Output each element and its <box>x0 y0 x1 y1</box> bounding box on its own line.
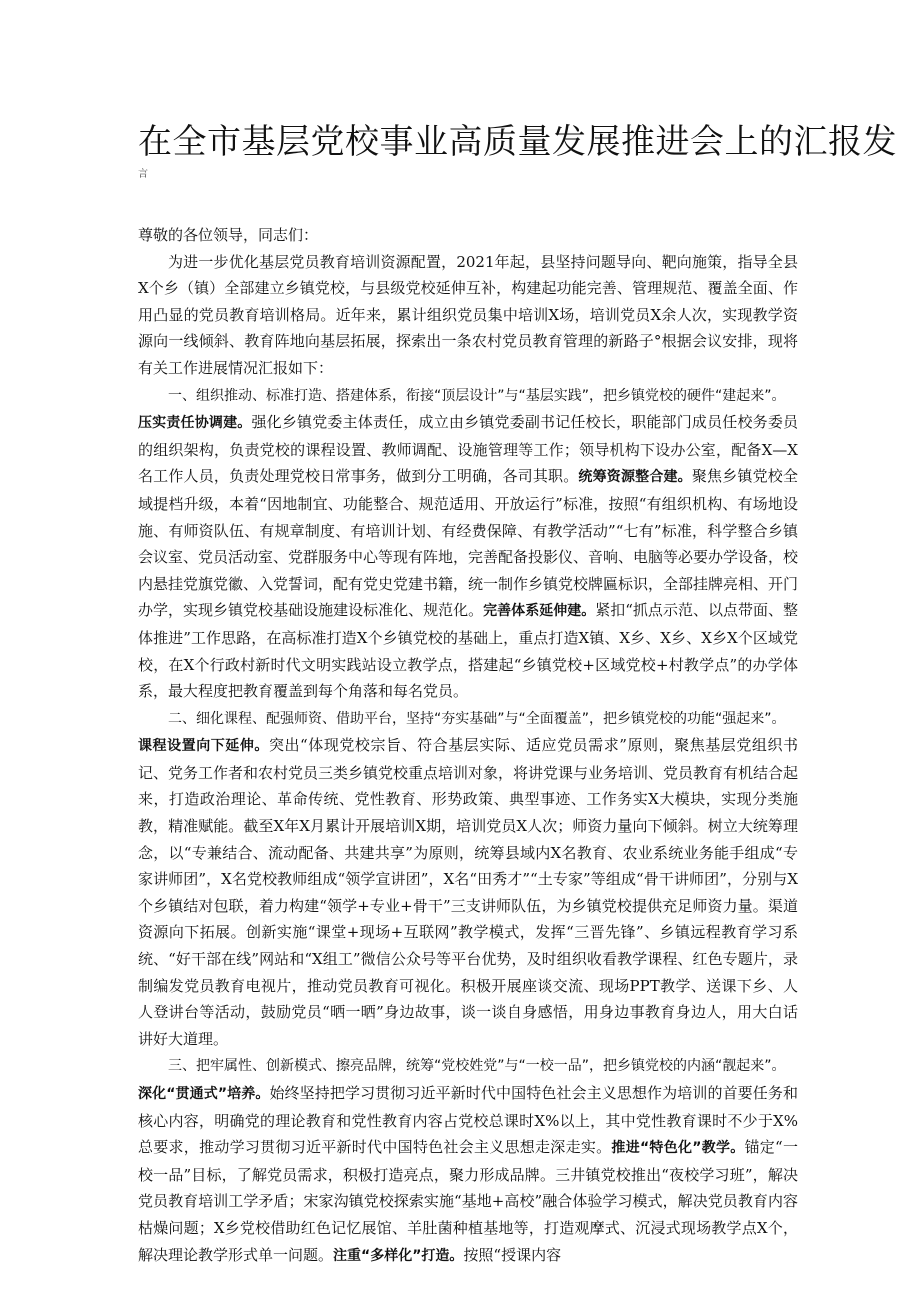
section-heading: 二、细化课程、配强师资、借助平台，坚持“夯实基础”与“全面覆盖”，把乡镇党校的功能“强起来”。 <box>168 710 786 727</box>
document-body <box>138 222 798 1269</box>
section-1-body <box>138 409 798 705</box>
section-3-body <box>138 1080 798 1269</box>
lead-phrase: 课程设置向下延伸。 <box>138 738 269 755</box>
greeting: 尊敬的各位领导，同志们： <box>138 226 319 244</box>
document-title-tail: 言 <box>138 169 148 180</box>
intro-paragraph: 为进一步优化基层党员教育培训资源配置，2021年起，县坚持问题导向、靶向施策，指导全县X个乡（镇）全部建立乡镇党校，与县级党校延伸互补，构建起功能完善、管理规范、覆盖全面、作用凸显的党员教育培训格局。近年来，累计组织党员集中培训X场，培训党员X余人次，实现教学资源向一线倾斜、教育阵地向基层拓展，探索出一条农村党员教育管理的新路子°根据会议安排，现将有关工作进展情况汇报如下： <box>138 252 798 377</box>
section-heading: 一、组织推动、标准打造、搭建体系，衔接“顶层设计”与“基层实践”，把乡镇党校的硬件“建起来”。 <box>168 387 786 404</box>
section-heading: 三、把牢属性、创新模式、擦亮品牌，统筹“党校姓党”与“一校一品”，把乡镇党校的内涵“靓起来”。 <box>168 1058 786 1075</box>
section-3-heading <box>138 1052 798 1080</box>
document-title: 在全市基层党校事业高质量发展推进会上的汇报发 <box>138 122 897 162</box>
paragraph-text: 按照“授课内容 <box>463 1245 562 1264</box>
lead-phrase: 推进“特色化”教学。 <box>611 1140 745 1157</box>
lead-phrase: 注重“多样化”打造。 <box>333 1247 464 1264</box>
paragraph-text: 紧扣“抓点示范、以点带面、整体推进”工作思路，在高标准打造X个乡镇党校的基础上，重点打造X镇、X乡、X乡、X乡X个区域党校，在X个行政村新时代文明实践站设立教学点，搭建起“乡镇党校+区域党校+村教学点”的办学体系，最大程度把教育覆盖到每个角落和每名党员。 <box>138 601 798 701</box>
paragraph-text: 始终坚持把学习贯彻习近平新时代中国特色社会主义思想作为培训的首要任务和核心内容，明确党的理论教育和党性教育内容占党校总课时X%以上，其中党性教育课时不少于X%总要求，推动学习贯彻习近平新时代中国特色社会主义思想走深走实。 <box>138 1084 798 1157</box>
lead-phrase: 深化“贯通式”培养。 <box>138 1086 270 1102</box>
lead-phrase: 完善体系延伸建。 <box>483 603 596 620</box>
paragraph-text: 突出“体现党校宗旨、符合基层实际、适应党员需求”原则，聚焦基层党组织书记、党务工作者和农村党员三类乡镇党校重点培训对象，将讲党课与业务培训、党员教育有机结合起来，打造政治理论、革命传统、党性教育、形势政策、典型事迹、工作务实X大模块，实现分类施教，精准赋能。截至X年X月累计开展培训X期，培训党员X人次；师资力量向下倾斜。树立大统筹理念，以“专兼结合、流动配备、共建共享”为原则，统筹县域内X名教育、农业系统业务能手组成“专家讲师团”，X名党校教师组成“领学宣讲团”，X名“田秀才”“土专家”等组成“骨干讲师团”，分别与X个乡镇结对包联，着力构建“领学+专业+骨干”三支讲师队伍，为乡镇党校提供充足师资力量。渠道资源向下拓展。创新实施“课堂+现场+互联网”教学模式，发挥“三晋先锋”、乡镇远程教育学习系统、“好干部在线”网站和“X组工”微信公众号等平台优势，及时组织收看教学课程、红色专题片，录制编发党员教育电视片，推动党员教育可视化。积极开展座谈交流、现场PPT教学、送课下乡、人人登讲台等活动，鼓励党员“晒一晒”身边故事，谈一谈自身感悟，用身边事教育身边人，用大白话讲好大道理。 <box>138 736 799 1048</box>
paragraph-text: 聚焦乡镇党校全域提档升级，本着“因地制宜、功能整合、规范适用、开放运行”标准，按照“有组织机构、有场地设施、有师资队伍、有规章制度、有培训计划、有经费保障、有教学活动”“七有”标准，科学整合乡镇会议室、党员活动室、党群服务中心等现有阵地，完善配备投影仪、音响、电脑等必要办学设备，校内悬挂党旗党徽、入党誓词，配有党史党建书籍，统一制作乡镇党校牌匾标识，全部挂牌亮相、开门办学，实现乡镇党校基础设施建设标准化、规范化。 <box>138 467 799 620</box>
section-2-body <box>138 732 798 1052</box>
lead-phrase: 压实责任协调建。 <box>138 415 252 432</box>
section-1-heading <box>138 382 798 410</box>
lead-phrase: 统筹资源整合建。 <box>578 469 692 486</box>
section-2-heading <box>138 705 798 733</box>
paragraph-text: 强化乡镇党委主体责任，成立由乡镇党委副书记任校长，职能部门成员任校务委员的组织架构，负责党校的课程设置、教师调配、设施管理等工作；领导机构下设办公室，配备X—X名工作人员，负责处理党校日常事务，做到分工明确，各司其职。 <box>138 413 799 486</box>
paragraph-text: 锚定“一校一品”目标，了解党员需求，积极打造亮点，聚力形成品牌。三井镇党校推出“夜校学习班”，解决党员教育培训工学矛盾；宋家沟镇党校探索实施“基地+高校”融合体验学习模式，解决党员教育内容枯燥问题；X乡党校借助红色记忆展馆、羊肚菌种植基地等，打造观摩式、沉浸式现场教学点X个，解决理论教学形式单一问题。 <box>138 1138 798 1264</box>
